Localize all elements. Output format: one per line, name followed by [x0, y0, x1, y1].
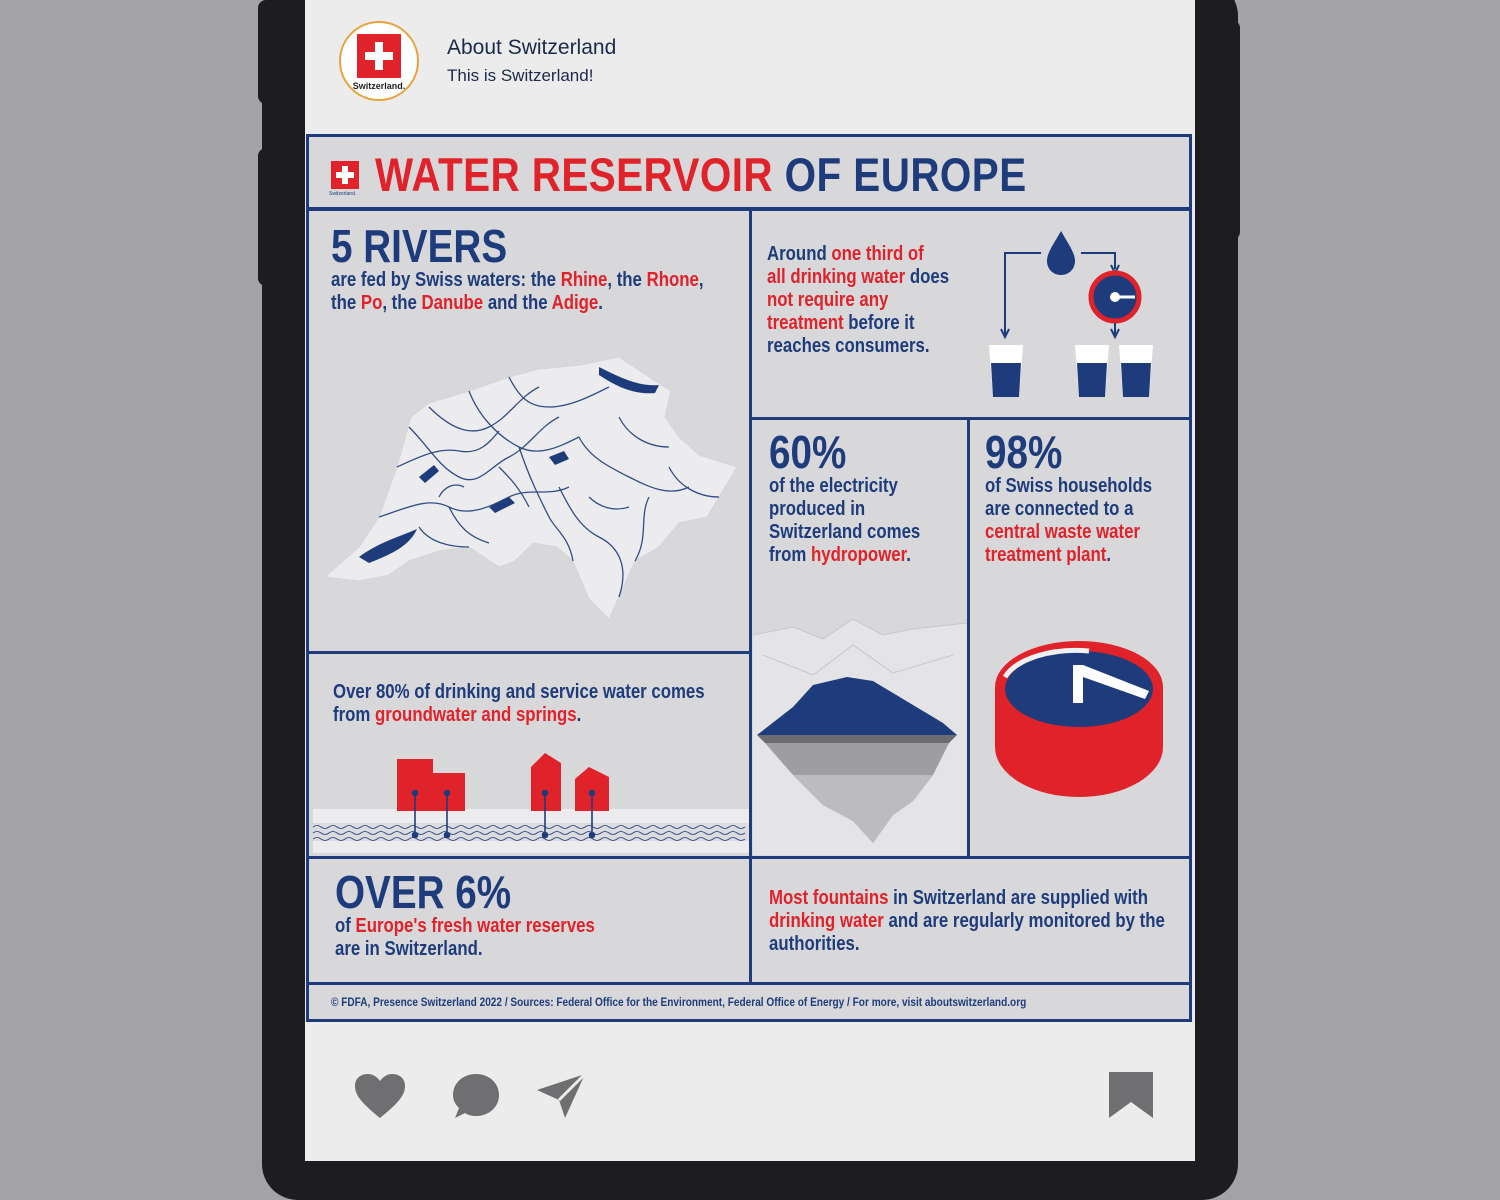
rivers-text-line1: are fed by Swiss waters: the Rhine, the Rhone, — [331, 269, 704, 291]
mini-logo-label: Switzerland. — [329, 191, 357, 197]
avatar[interactable] — [339, 21, 419, 101]
drinking-water-text: Around one third of all drinking water does not require any treatment before it reaches consumers. — [767, 243, 950, 357]
households-headline: 98% — [985, 426, 1063, 478]
avatar-logo-label: Switzerland. — [352, 81, 406, 91]
bookmark-icon[interactable] — [1107, 1070, 1155, 1120]
post-action-bar — [305, 1022, 1195, 1161]
fountains-text: Most fountains in Switzerland are supplied with drinking water and are regularly monitored by the authorities. — [769, 887, 1165, 955]
swiss-flag-icon — [357, 34, 401, 78]
infographic-post-image — [306, 134, 1192, 1022]
send-icon[interactable] — [535, 1072, 587, 1120]
hydropower-dam-illustration — [753, 615, 967, 855]
households-block: 98% of Swiss households are connected to a central waste water treatment plant. — [985, 426, 1153, 566]
infographic-title: WATER RESERVOIR OF EUROPE — [375, 148, 1027, 201]
reserves-headline: OVER 6% — [335, 866, 512, 918]
rivers-text-line2: the Po, the Danube and the Adige. — [331, 292, 603, 314]
reserves-block: OVER 6% of Europe's fresh water reserves are in Switzerland. — [335, 866, 595, 960]
account-name[interactable]: About Switzerland — [447, 36, 617, 59]
phone-side-button — [1222, 20, 1240, 240]
waste-water-plant-illustration — [989, 637, 1169, 807]
account-subtitle: This is Switzerland! — [447, 66, 594, 85]
rivers-block — [331, 220, 704, 315]
groundwater-text: Over 80% of drinking and service water comes from groundwater and springs. — [333, 681, 705, 726]
phone-side-button — [258, 0, 278, 104]
divider — [749, 211, 752, 985]
post-header — [305, 0, 1195, 135]
phone-side-button — [258, 148, 278, 286]
infographic-footer: © FDFA, Presence Switzerland 2022 / Sources: Federal Office for the Environment, Federal Office of Energy / For more, visit aboutswitzerland.org — [331, 995, 1027, 1009]
swiss-flag-icon — [331, 161, 359, 189]
divider — [309, 982, 1189, 985]
rivers-headline: 5 RIVERS — [331, 220, 508, 272]
divider — [967, 420, 970, 856]
divider — [309, 651, 749, 654]
electricity-block: 60% of the electricity produced in Switzerland comes from hydropower. — [769, 426, 921, 566]
water-treatment-icon — [979, 223, 1179, 403]
divider — [309, 856, 1189, 859]
groundwater-illustration — [313, 749, 749, 853]
phone-screen — [305, 0, 1195, 1161]
electricity-headline: 60% — [769, 426, 847, 478]
heart-icon[interactable] — [353, 1072, 407, 1120]
comment-icon[interactable] — [451, 1072, 501, 1122]
switzerland-rivers-map — [319, 347, 739, 627]
